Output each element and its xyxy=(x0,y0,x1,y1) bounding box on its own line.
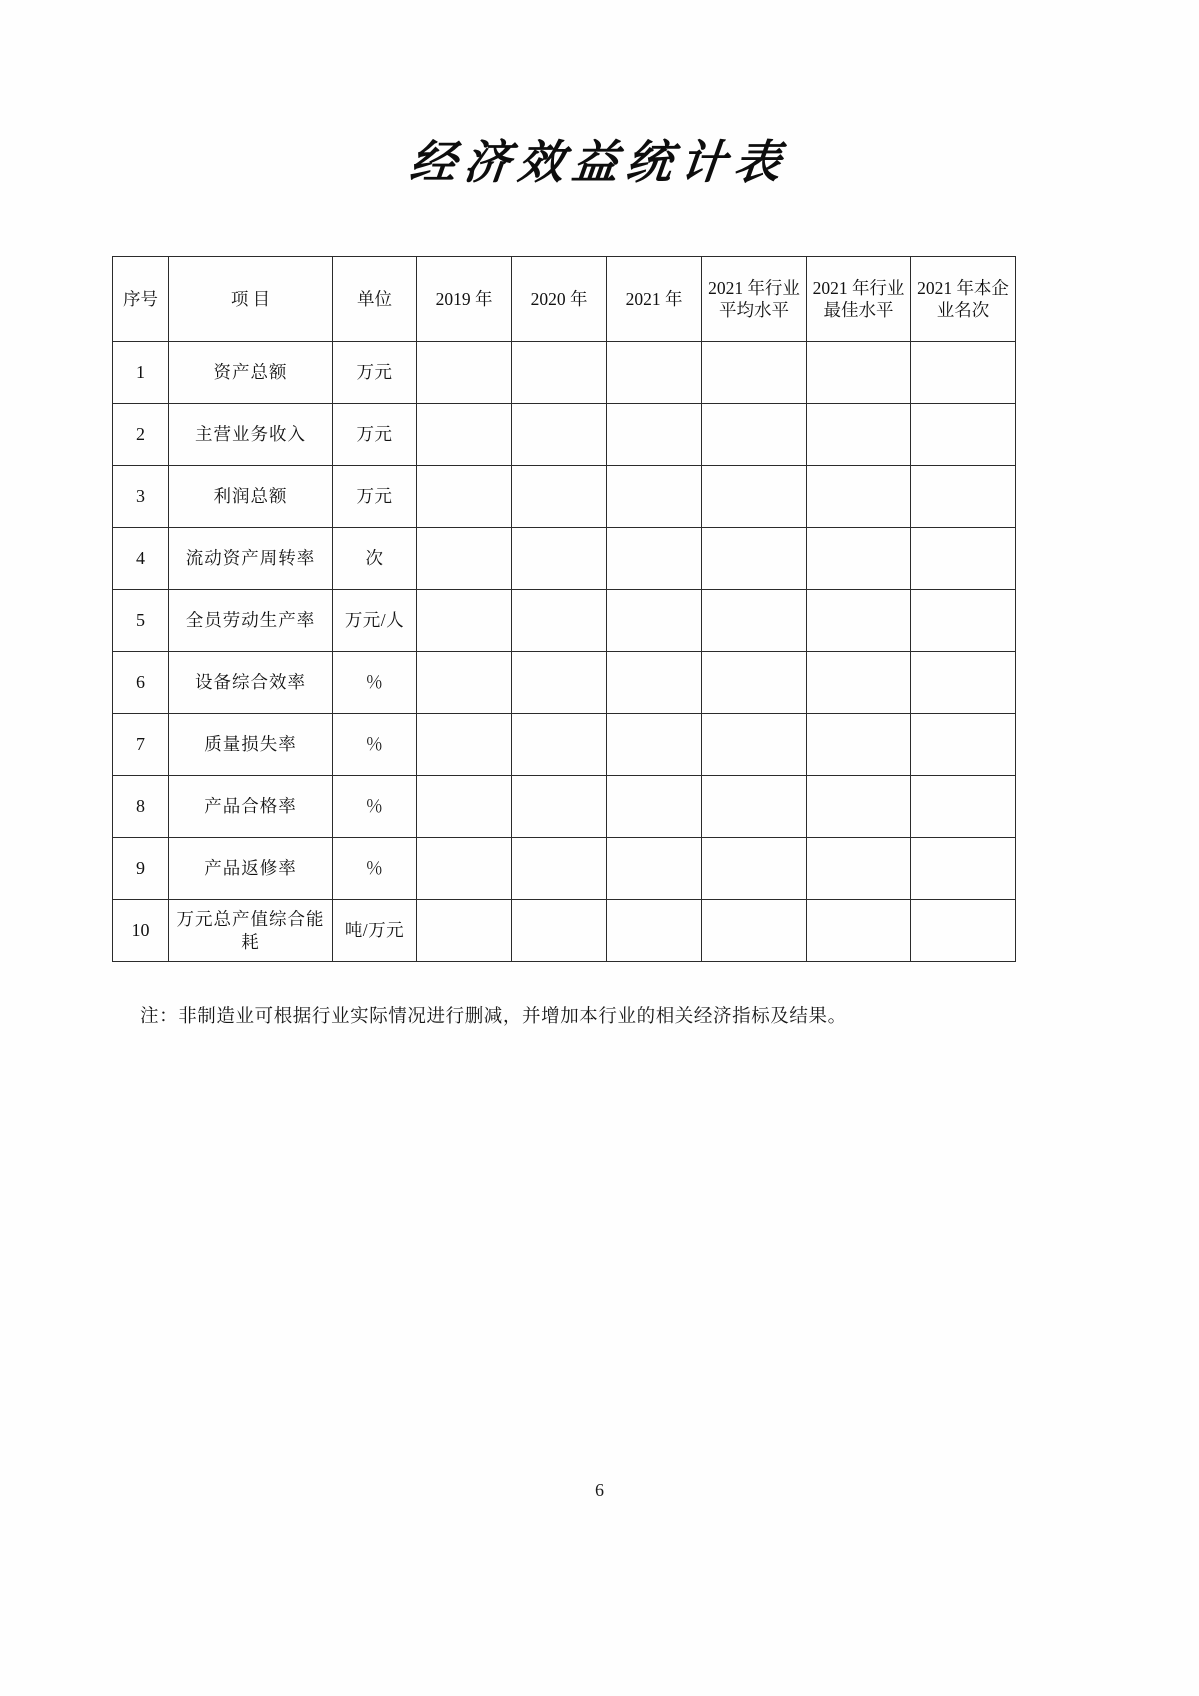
cell-year-2021[interactable] xyxy=(607,590,702,652)
cell-index: 4 xyxy=(113,528,169,590)
table-header-row xyxy=(113,257,1016,342)
economic-statistics-table xyxy=(112,256,1016,962)
table-row xyxy=(113,590,1016,652)
cell-industry-best[interactable] xyxy=(807,652,911,714)
cell-year-2019[interactable] xyxy=(417,342,512,404)
cell-year-2019[interactable] xyxy=(417,652,512,714)
cell-industry-average[interactable] xyxy=(702,342,807,404)
cell-index: 3 xyxy=(113,466,169,528)
cell-item: 资产总额 xyxy=(169,342,333,404)
cell-year-2019[interactable] xyxy=(417,590,512,652)
column-header-item: 项 目 xyxy=(169,257,333,342)
cell-year-2021[interactable] xyxy=(607,714,702,776)
cell-industry-average[interactable] xyxy=(702,900,807,962)
cell-year-2021[interactable] xyxy=(607,466,702,528)
cell-industry-best[interactable] xyxy=(807,714,911,776)
cell-enterprise-rank[interactable] xyxy=(911,838,1016,900)
cell-unit: ％ xyxy=(333,652,417,714)
cell-enterprise-rank[interactable] xyxy=(911,714,1016,776)
cell-enterprise-rank[interactable] xyxy=(911,528,1016,590)
cell-item: 质量损失率 xyxy=(169,714,333,776)
cell-year-2020[interactable] xyxy=(512,590,607,652)
cell-industry-best[interactable] xyxy=(807,342,911,404)
cell-unit: 吨/万元 xyxy=(333,900,417,962)
table-row xyxy=(113,714,1016,776)
cell-industry-best[interactable] xyxy=(807,590,911,652)
cell-unit: 次 xyxy=(333,528,417,590)
cell-index: 10 xyxy=(113,900,169,962)
cell-year-2020[interactable] xyxy=(512,342,607,404)
table-footnote: 注：非制造业可根据行业实际情况进行删减，并增加本行业的相关经济指标及结果。 xyxy=(140,1007,847,1027)
cell-unit: ％ xyxy=(333,714,417,776)
cell-year-2021[interactable] xyxy=(607,776,702,838)
cell-unit: 万元/人 xyxy=(333,590,417,652)
page-title: 经济效益统计表 xyxy=(407,135,792,189)
cell-item: 流动资产周转率 xyxy=(169,528,333,590)
cell-industry-average[interactable] xyxy=(702,776,807,838)
cell-industry-average[interactable] xyxy=(702,528,807,590)
cell-year-2021[interactable] xyxy=(607,528,702,590)
table-row xyxy=(113,838,1016,900)
cell-unit: 万元 xyxy=(333,466,417,528)
cell-industry-best[interactable] xyxy=(807,776,911,838)
cell-industry-average[interactable] xyxy=(702,838,807,900)
cell-industry-average[interactable] xyxy=(702,466,807,528)
cell-industry-average[interactable] xyxy=(702,590,807,652)
cell-enterprise-rank[interactable] xyxy=(911,466,1016,528)
table-row xyxy=(113,342,1016,404)
table-row xyxy=(113,404,1016,466)
cell-year-2019[interactable] xyxy=(417,714,512,776)
cell-industry-best[interactable] xyxy=(807,900,911,962)
cell-industry-average[interactable] xyxy=(702,404,807,466)
cell-enterprise-rank[interactable] xyxy=(911,900,1016,962)
table-row xyxy=(113,776,1016,838)
cell-index: 6 xyxy=(113,652,169,714)
cell-year-2020[interactable] xyxy=(512,838,607,900)
cell-year-2019[interactable] xyxy=(417,900,512,962)
cell-year-2019[interactable] xyxy=(417,404,512,466)
page-number: 6 xyxy=(595,1480,604,1500)
cell-index: 1 xyxy=(113,342,169,404)
column-header-industry-best: 2021 年行业最佳水平 xyxy=(807,257,911,342)
column-header-industry-average: 2021 年行业平均水平 xyxy=(702,257,807,342)
cell-item: 设备综合效率 xyxy=(169,652,333,714)
cell-year-2019[interactable] xyxy=(417,466,512,528)
cell-item: 产品返修率 xyxy=(169,838,333,900)
cell-year-2020[interactable] xyxy=(512,900,607,962)
cell-industry-average[interactable] xyxy=(702,652,807,714)
cell-year-2021[interactable] xyxy=(607,404,702,466)
cell-year-2019[interactable] xyxy=(417,528,512,590)
cell-year-2020[interactable] xyxy=(512,466,607,528)
cell-industry-best[interactable] xyxy=(807,404,911,466)
cell-unit: 万元 xyxy=(333,404,417,466)
cell-industry-average[interactable] xyxy=(702,714,807,776)
column-header-enterprise-rank: 2021 年本企业名次 xyxy=(911,257,1016,342)
cell-item: 全员劳动生产率 xyxy=(169,590,333,652)
cell-industry-best[interactable] xyxy=(807,466,911,528)
cell-enterprise-rank[interactable] xyxy=(911,652,1016,714)
column-header-index: 序号 xyxy=(113,257,169,342)
cell-year-2020[interactable] xyxy=(512,714,607,776)
column-header-year-2021: 2021 年 xyxy=(607,257,702,342)
cell-unit: 万元 xyxy=(333,342,417,404)
cell-year-2020[interactable] xyxy=(512,528,607,590)
cell-item: 万元总产值综合能耗 xyxy=(169,900,333,962)
cell-index: 5 xyxy=(113,590,169,652)
table-row xyxy=(113,900,1016,962)
column-header-year-2019: 2019 年 xyxy=(417,257,512,342)
cell-year-2020[interactable] xyxy=(512,776,607,838)
cell-year-2020[interactable] xyxy=(512,652,607,714)
cell-year-2020[interactable] xyxy=(512,404,607,466)
cell-industry-best[interactable] xyxy=(807,838,911,900)
cell-year-2021[interactable] xyxy=(607,900,702,962)
table-row xyxy=(113,528,1016,590)
cell-year-2021[interactable] xyxy=(607,652,702,714)
cell-index: 7 xyxy=(113,714,169,776)
cell-unit: ％ xyxy=(333,776,417,838)
table-row xyxy=(113,466,1016,528)
cell-year-2019[interactable] xyxy=(417,776,512,838)
cell-item: 主营业务收入 xyxy=(169,404,333,466)
cell-enterprise-rank[interactable] xyxy=(911,404,1016,466)
cell-index: 9 xyxy=(113,838,169,900)
cell-year-2021[interactable] xyxy=(607,838,702,900)
cell-enterprise-rank[interactable] xyxy=(911,342,1016,404)
table-header xyxy=(113,257,1016,342)
cell-item: 利润总额 xyxy=(169,466,333,528)
economic-statistics-table-wrapper xyxy=(112,256,1015,962)
cell-index: 2 xyxy=(113,404,169,466)
table-row xyxy=(113,652,1016,714)
cell-industry-best[interactable] xyxy=(807,528,911,590)
cell-year-2021[interactable] xyxy=(607,342,702,404)
table-body xyxy=(113,342,1016,962)
cell-enterprise-rank[interactable] xyxy=(911,590,1016,652)
cell-year-2019[interactable] xyxy=(417,838,512,900)
cell-item: 产品合格率 xyxy=(169,776,333,838)
cell-index: 8 xyxy=(113,776,169,838)
column-header-year-2020: 2020 年 xyxy=(512,257,607,342)
column-header-unit: 单位 xyxy=(333,257,417,342)
cell-unit: ％ xyxy=(333,838,417,900)
cell-enterprise-rank[interactable] xyxy=(911,776,1016,838)
